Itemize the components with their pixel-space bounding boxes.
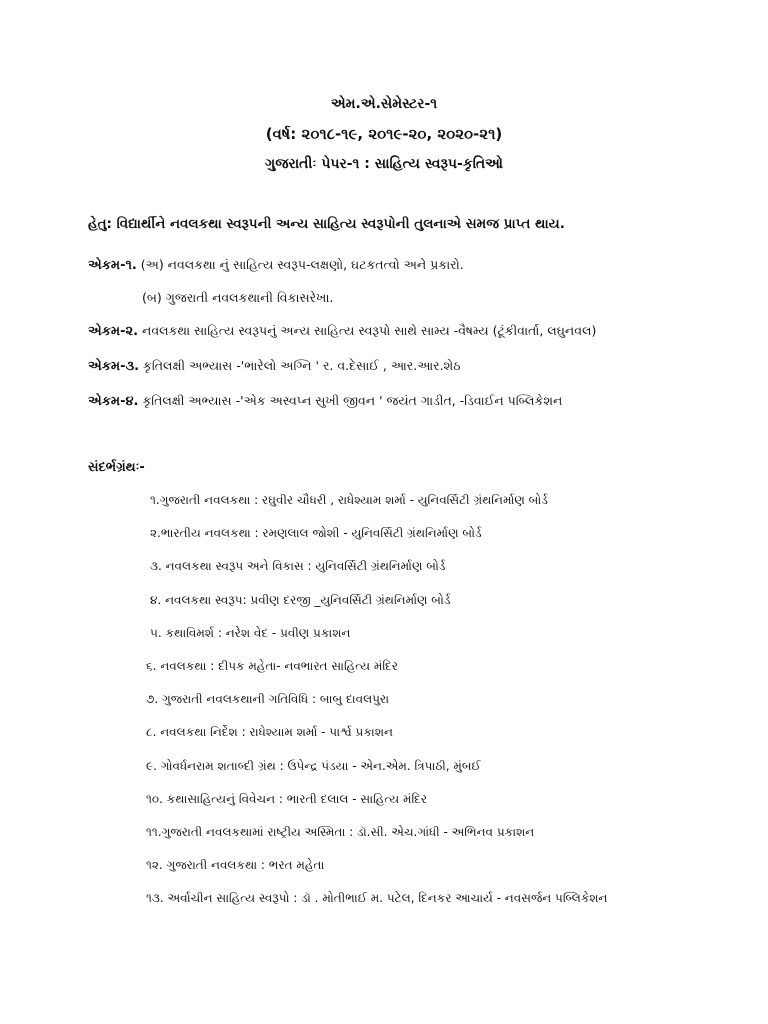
unit-1-sub — [142, 288, 333, 308]
reference-item: ૨.ભારતીય નવલકથા : રમણલાલ જોશી - યુનિવર્સિટી ગ્રંથનિર્માણ બોર્ડ — [150, 526, 482, 540]
unit-label: એકમ-૩. — [88, 359, 140, 374]
unit-text: (અ) નવલકથા નું સાહિત્ય સ્વરૂપ-લક્ષણો, ઘટકતત્વો અને પ્રકારો. — [136, 257, 464, 272]
unit-label: એકમ-૨. — [88, 324, 139, 339]
reference-item: ૪. નવલકથા સ્વરૂપ: પ્રવીણ દરજી _યુનિવર્સિટી ગ્રંથનિર્માણ બોર્ડ — [150, 593, 451, 607]
reference-item: ૧૩. અર્વાચીન સાહિત્ય સ્વરૂપો : ડૉ . મોતીભાઈ મ. પટેલ, દિનકર આચાર્ય - નવસર્જન પબ્લિકેશન — [146, 891, 608, 905]
unit-text: કૃતિલક્ષી અભ્યાસ -'એક અસ્વપ્ન સુખી જીવન ' જયંત ગાડીત, -ડિવાઈન પબ્લિકેશન — [138, 393, 563, 408]
unit-label: એકમ-૪. — [88, 394, 139, 409]
reference-item: ૬. નવલકથા : દીપક મહેતા- નવભારત સાહિત્ય મંદિર — [146, 659, 398, 673]
course-title: એમ.એ.સેમેસ્ટર-૧ — [330, 96, 438, 112]
paper-title: ગુજરાતીઃ પેપર-૧ : સાહિત્ય સ્વરૂપ-કૃતિઓ — [265, 156, 503, 172]
unit-text: (બ) ગુજરાતી નવલકથાની વિકાસરેખા. — [142, 290, 334, 305]
reference-item: ૫. કથાવિમર્શ : નરેશ વેદ - પ્રવીણ પ્રકાશન — [150, 626, 351, 640]
reference-item: ૧૧.ગુજરાતી નવલકથામાં રાષ્ટ્રીય અસ્મિતા : ડૉ.સી. એચ.ગાંધી - અભિનવ પ્રકાશન — [146, 825, 535, 839]
reference-item: ૩. નવલકથા સ્વરૂપ અને વિકાસ : યુનિવર્સિટી ગ્રંથનિર્માણ બોર્ડ — [150, 559, 446, 573]
reference-item: ૮. નવલકથા નિર્દેશ : રાધેશ્યામ શર્મા - પાર્શ્વ પ્રકાશન — [146, 725, 393, 739]
reference-item: ૧૦. કથાસાહિત્યનું વિવેચન : ભારતી દલાલ - સાહિત્ય મંદિર — [146, 792, 428, 806]
reference-item: ૭. ગુજરાતી નવલકથાની ગતિવિધિ : બાબુ દાવલપુરા — [146, 692, 390, 706]
unit-text: કૃતિલક્ષી અભ્યાસ -'ભારેલો અગ્નિ ' ર. વ.દેસાઈ , આર.આર.શેઠ — [139, 358, 461, 373]
course-goal: હેતુ: વિદ્યાર્થીને નવલકથા સ્વરૂપની અન્ય સાહિત્ય સ્વરૂપોની તુલનાએ સમજ પ્રાપ્ત થાય. — [88, 216, 565, 232]
unit-4 — [88, 391, 562, 412]
unit-text: નવલકથા સાહિત્ય સ્વરૂપનું અન્ય સાહિત્ય સ્વરૂપો સાથે સામ્ય -વૈષમ્ય (ટૂંકીવાર્તા, લઘુનવલ) — [138, 323, 597, 338]
unit-2 — [88, 321, 596, 342]
unit-1 — [88, 255, 464, 276]
unit-label: એકમ-૧. — [88, 258, 137, 273]
reference-item: ૯. ગોવર્ધનરામ શતાબ્દી ગ્રંથ : ઉપેન્દ્ર પંડયા - એન.એમ. ત્રિપાઠી, મુંબઈ — [146, 759, 481, 773]
reference-item: ૧.ગુજરાતી નવલકથા : રઘુવીર ચૌધરી , રાધેશ્યામ શર્મા - યુનિવર્સિટી ગ્રંથનિર્માણ બોર્ડ — [150, 493, 548, 507]
academic-years: (વર્ષ: ૨૦૧૮-૧૯, ૨૦૧૯-૨૦, ૨૦૨૦-૨૧) — [265, 125, 503, 143]
reference-item: ૧૨. ગુજરાતી નવલકથા : ભરત મહેતા — [146, 858, 325, 872]
references-heading: સંદર્ભગ્રંથઃ- — [88, 460, 145, 475]
unit-3 — [88, 356, 460, 377]
